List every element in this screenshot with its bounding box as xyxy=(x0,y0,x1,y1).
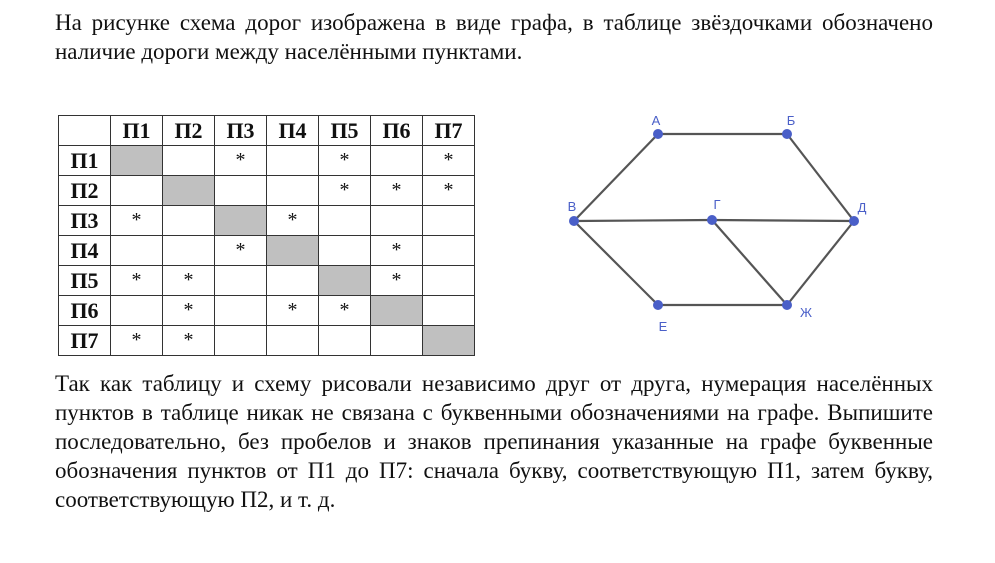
column-header: П3 xyxy=(215,116,267,146)
vertex-label: А xyxy=(651,113,661,128)
row-header: П3 xyxy=(59,206,111,236)
empty-cell xyxy=(163,236,215,266)
graph-edge xyxy=(574,220,712,221)
empty-cell xyxy=(215,326,267,356)
empty-cell xyxy=(423,236,475,266)
road-marker-cell: * xyxy=(319,296,371,326)
vertex-label: Ж xyxy=(799,305,813,320)
diagonal-cell xyxy=(319,266,371,296)
road-marker-cell: * xyxy=(319,176,371,206)
empty-cell xyxy=(215,296,267,326)
vertex-label: Е xyxy=(658,319,668,334)
graph-vertex xyxy=(569,216,579,226)
graph-edge xyxy=(712,220,787,305)
graph-vertex xyxy=(707,215,717,225)
empty-cell xyxy=(319,206,371,236)
graph-vertex xyxy=(653,300,663,310)
empty-cell xyxy=(111,236,163,266)
column-header: П2 xyxy=(163,116,215,146)
table-row xyxy=(59,326,475,356)
empty-cell xyxy=(423,266,475,296)
empty-cell xyxy=(215,176,267,206)
graph-vertex xyxy=(849,216,859,226)
graph-vertex xyxy=(782,300,792,310)
empty-cell xyxy=(163,146,215,176)
road-marker-cell: * xyxy=(371,266,423,296)
column-header: П5 xyxy=(319,116,371,146)
diagonal-cell xyxy=(267,236,319,266)
empty-cell xyxy=(371,146,423,176)
row-header: П4 xyxy=(59,236,111,266)
row-header: П7 xyxy=(59,326,111,356)
table-header-row xyxy=(59,116,475,146)
table-row xyxy=(59,296,475,326)
row-header: П1 xyxy=(59,146,111,176)
road-marker-cell: * xyxy=(267,296,319,326)
column-header: П1 xyxy=(111,116,163,146)
graph-edge xyxy=(787,221,854,305)
vertex-label: В xyxy=(567,199,577,214)
table-row xyxy=(59,236,475,266)
graph-edge xyxy=(712,220,854,221)
diagonal-cell xyxy=(163,176,215,206)
road-marker-cell: * xyxy=(423,146,475,176)
empty-cell xyxy=(267,146,319,176)
graph-edge xyxy=(574,221,658,305)
road-marker-cell: * xyxy=(111,326,163,356)
vertex-label: Д xyxy=(857,200,867,215)
column-header: П7 xyxy=(423,116,475,146)
empty-cell xyxy=(111,176,163,206)
table-row xyxy=(59,146,475,176)
diagonal-cell xyxy=(423,326,475,356)
road-graph xyxy=(560,105,880,335)
vertex-label: Г xyxy=(713,197,721,212)
graph-vertex xyxy=(653,129,663,139)
table-corner-cell xyxy=(59,116,111,146)
adjacency-table xyxy=(58,115,475,356)
row-header: П5 xyxy=(59,266,111,296)
road-marker-cell: * xyxy=(163,296,215,326)
road-marker-cell: * xyxy=(371,236,423,266)
road-marker-cell: * xyxy=(215,236,267,266)
table-row xyxy=(59,176,475,206)
graph-vertex xyxy=(782,129,792,139)
road-marker-cell: * xyxy=(267,206,319,236)
task-paragraph: Так как таблицу и схему рисовали независимо друг от друга, нумерация населённых пунктов в таблице никак не связана с буквенными обозначениями на графе. Выпишите последовательно, без пробелов и знаков препинания указанные на графе буквенные обозначения пунктов от П1 до П7: сначала букву, соответствующую П1, затем букву, соответствующую П2, и т. д. xyxy=(55,371,933,512)
diagonal-cell xyxy=(111,146,163,176)
table-row xyxy=(59,206,475,236)
road-marker-cell: * xyxy=(319,146,371,176)
empty-cell xyxy=(215,266,267,296)
diagonal-cell xyxy=(215,206,267,236)
empty-cell xyxy=(371,206,423,236)
row-header: П6 xyxy=(59,296,111,326)
empty-cell xyxy=(267,326,319,356)
road-marker-cell: * xyxy=(163,326,215,356)
road-marker-cell: * xyxy=(423,176,475,206)
empty-cell xyxy=(319,236,371,266)
road-marker-cell: * xyxy=(371,176,423,206)
road-marker-cell: * xyxy=(111,266,163,296)
graph-edge xyxy=(574,134,658,221)
empty-cell xyxy=(319,326,371,356)
row-header: П2 xyxy=(59,176,111,206)
empty-cell xyxy=(163,206,215,236)
empty-cell xyxy=(267,266,319,296)
vertex-label: Б xyxy=(786,113,796,128)
road-marker-cell: * xyxy=(163,266,215,296)
road-marker-cell: * xyxy=(111,206,163,236)
intro-paragraph: На рисунке схема дорог изображена в виде графа, в таблице звёздочками обозначено наличие дороги между населёнными пунктами. xyxy=(55,10,933,64)
empty-cell xyxy=(111,296,163,326)
road-marker-cell: * xyxy=(215,146,267,176)
column-header: П4 xyxy=(267,116,319,146)
empty-cell xyxy=(423,296,475,326)
graph-edge xyxy=(787,134,854,221)
diagonal-cell xyxy=(371,296,423,326)
empty-cell xyxy=(267,176,319,206)
table-row xyxy=(59,266,475,296)
empty-cell xyxy=(423,206,475,236)
empty-cell xyxy=(371,326,423,356)
column-header: П6 xyxy=(371,116,423,146)
